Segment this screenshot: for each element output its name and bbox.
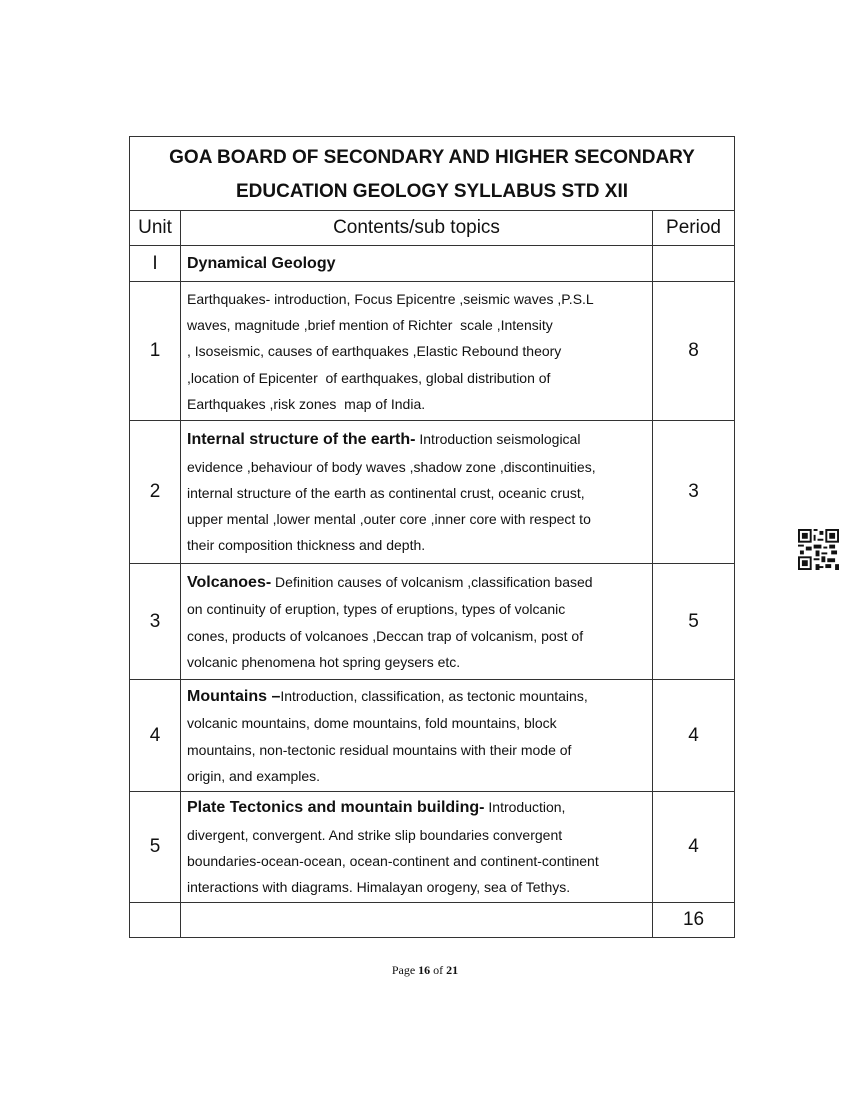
content-line [187, 623, 646, 649]
header-row [130, 211, 735, 246]
unit-number: 5 [130, 792, 181, 903]
total-row [130, 903, 735, 938]
content-line [187, 649, 646, 675]
table-row [130, 680, 735, 792]
content-line [187, 454, 646, 480]
content-text: boundaries-ocean-ocean, ocean-continent and continent-continent [187, 853, 599, 869]
content-line [187, 874, 646, 900]
topic-heading: Plate Tectonics and mountain building- [187, 799, 485, 817]
content-line [187, 737, 646, 763]
title-line-2: EDUCATION GEOLOGY SYLLABUS STD XII [236, 180, 628, 202]
contents-header: Contents/sub topics [181, 211, 653, 246]
period-count: 4 [653, 680, 735, 792]
page-footer [0, 963, 850, 978]
table-row [130, 564, 735, 680]
unit-number: 4 [130, 680, 181, 792]
content-text: , Isoseismic, causes of earthquakes ,Elastic Rebound theory [187, 343, 562, 360]
period-count: 8 [653, 282, 735, 421]
content-text: Introduction seismological [415, 431, 581, 448]
content-line [187, 391, 646, 417]
content-text: Earthquakes- introduction, Focus Epicentre ,seismic waves ,P.S.L [187, 290, 594, 307]
content-line [187, 532, 646, 558]
content-text: internal structure of the earth as continental crust, oceanic crust, [187, 484, 585, 501]
content-text: volcanic mountains, dome mountains, fold mountains, block [187, 715, 557, 732]
topic-contents [181, 564, 653, 680]
content-text: cones, products of volcanoes ,Deccan trap of volcanism, post of [187, 627, 584, 644]
section-unit: I [130, 246, 181, 282]
content-line [187, 794, 646, 821]
table-row [130, 282, 735, 421]
content-text: on continuity of eruption, types of eruptions, types of volcanic [187, 601, 566, 618]
unit-header: Unit [130, 211, 181, 246]
content-line [187, 338, 646, 364]
content-line [187, 312, 646, 338]
content-text: volcanic phenomena hot spring geysers etc. [187, 653, 461, 670]
content-text: Definition causes of volcanism ,classification based [271, 573, 593, 590]
content-text: interactions with diagrams. Himalayan orogeny, sea of Tethys. [187, 879, 571, 896]
period-count: 5 [653, 564, 735, 680]
footer-total-pages: 21 [446, 963, 459, 977]
topic-contents [181, 282, 653, 421]
content-line [187, 596, 646, 622]
content-text: Introduction, classification, as tectonic mountains, [280, 687, 588, 704]
topic-heading: Mountains – [187, 687, 281, 705]
content-line [187, 286, 646, 312]
content-text: ,location of Epicenter of earthquakes, global distribution of [187, 369, 551, 386]
content-line [187, 569, 646, 596]
content-line [187, 848, 646, 874]
content-text: divergent, convergent. And strike slip boundaries convergent [187, 826, 563, 843]
content-text: evidence ,behaviour of body waves ,shadow zone ,discontinuities, [187, 458, 596, 475]
total-period: 16 [653, 903, 735, 938]
content-line [187, 763, 646, 789]
content-text: Introduction, [484, 799, 566, 816]
topic-contents [181, 680, 653, 792]
unit-number: 3 [130, 564, 181, 680]
period-header: Period [653, 211, 735, 246]
content-line [187, 710, 646, 736]
topic-heading: Internal structure of the earth- [187, 431, 416, 449]
title-row [130, 137, 735, 211]
content-text: mountains, non-tectonic residual mountains with their mode of [187, 741, 572, 758]
content-line [187, 480, 646, 506]
footer-current-page: 16 [418, 963, 431, 977]
table-row [130, 792, 735, 903]
title-line-1: GOA BOARD OF SECONDARY AND HIGHER SECONDARY [169, 146, 695, 168]
footer-middle: of [430, 963, 447, 977]
syllabus-table [129, 136, 735, 938]
syllabus-rows [130, 282, 735, 903]
unit-number: 2 [130, 421, 181, 564]
section-title: Dynamical Geology [181, 246, 653, 282]
content-line [187, 506, 646, 532]
topic-contents [181, 792, 653, 903]
content-text: Earthquakes ,risk zones map of India. [187, 395, 426, 412]
content-line [187, 822, 646, 848]
section-period [653, 246, 735, 282]
section-row [130, 246, 735, 282]
period-count: 4 [653, 792, 735, 903]
content-text: origin, and examples. [187, 767, 321, 784]
total-unit [130, 903, 181, 938]
content-text: waves, magnitude ,brief mention of Richter scale ,Intensity [187, 317, 553, 334]
topic-heading: Volcanoes- [187, 573, 272, 591]
period-count: 3 [653, 421, 735, 564]
document-title [130, 137, 735, 211]
unit-number: 1 [130, 282, 181, 421]
content-text: their composition thickness and depth. [187, 537, 426, 554]
content-line [187, 683, 646, 710]
content-line [187, 426, 646, 453]
content-text: upper mental ,lower mental ,outer core ,inner core with respect to [187, 511, 591, 528]
table-row [130, 421, 735, 564]
total-contents [181, 903, 653, 938]
topic-contents [181, 421, 653, 564]
qr-code-icon [798, 529, 839, 570]
content-line [187, 365, 646, 391]
footer-prefix: Page [391, 963, 419, 977]
